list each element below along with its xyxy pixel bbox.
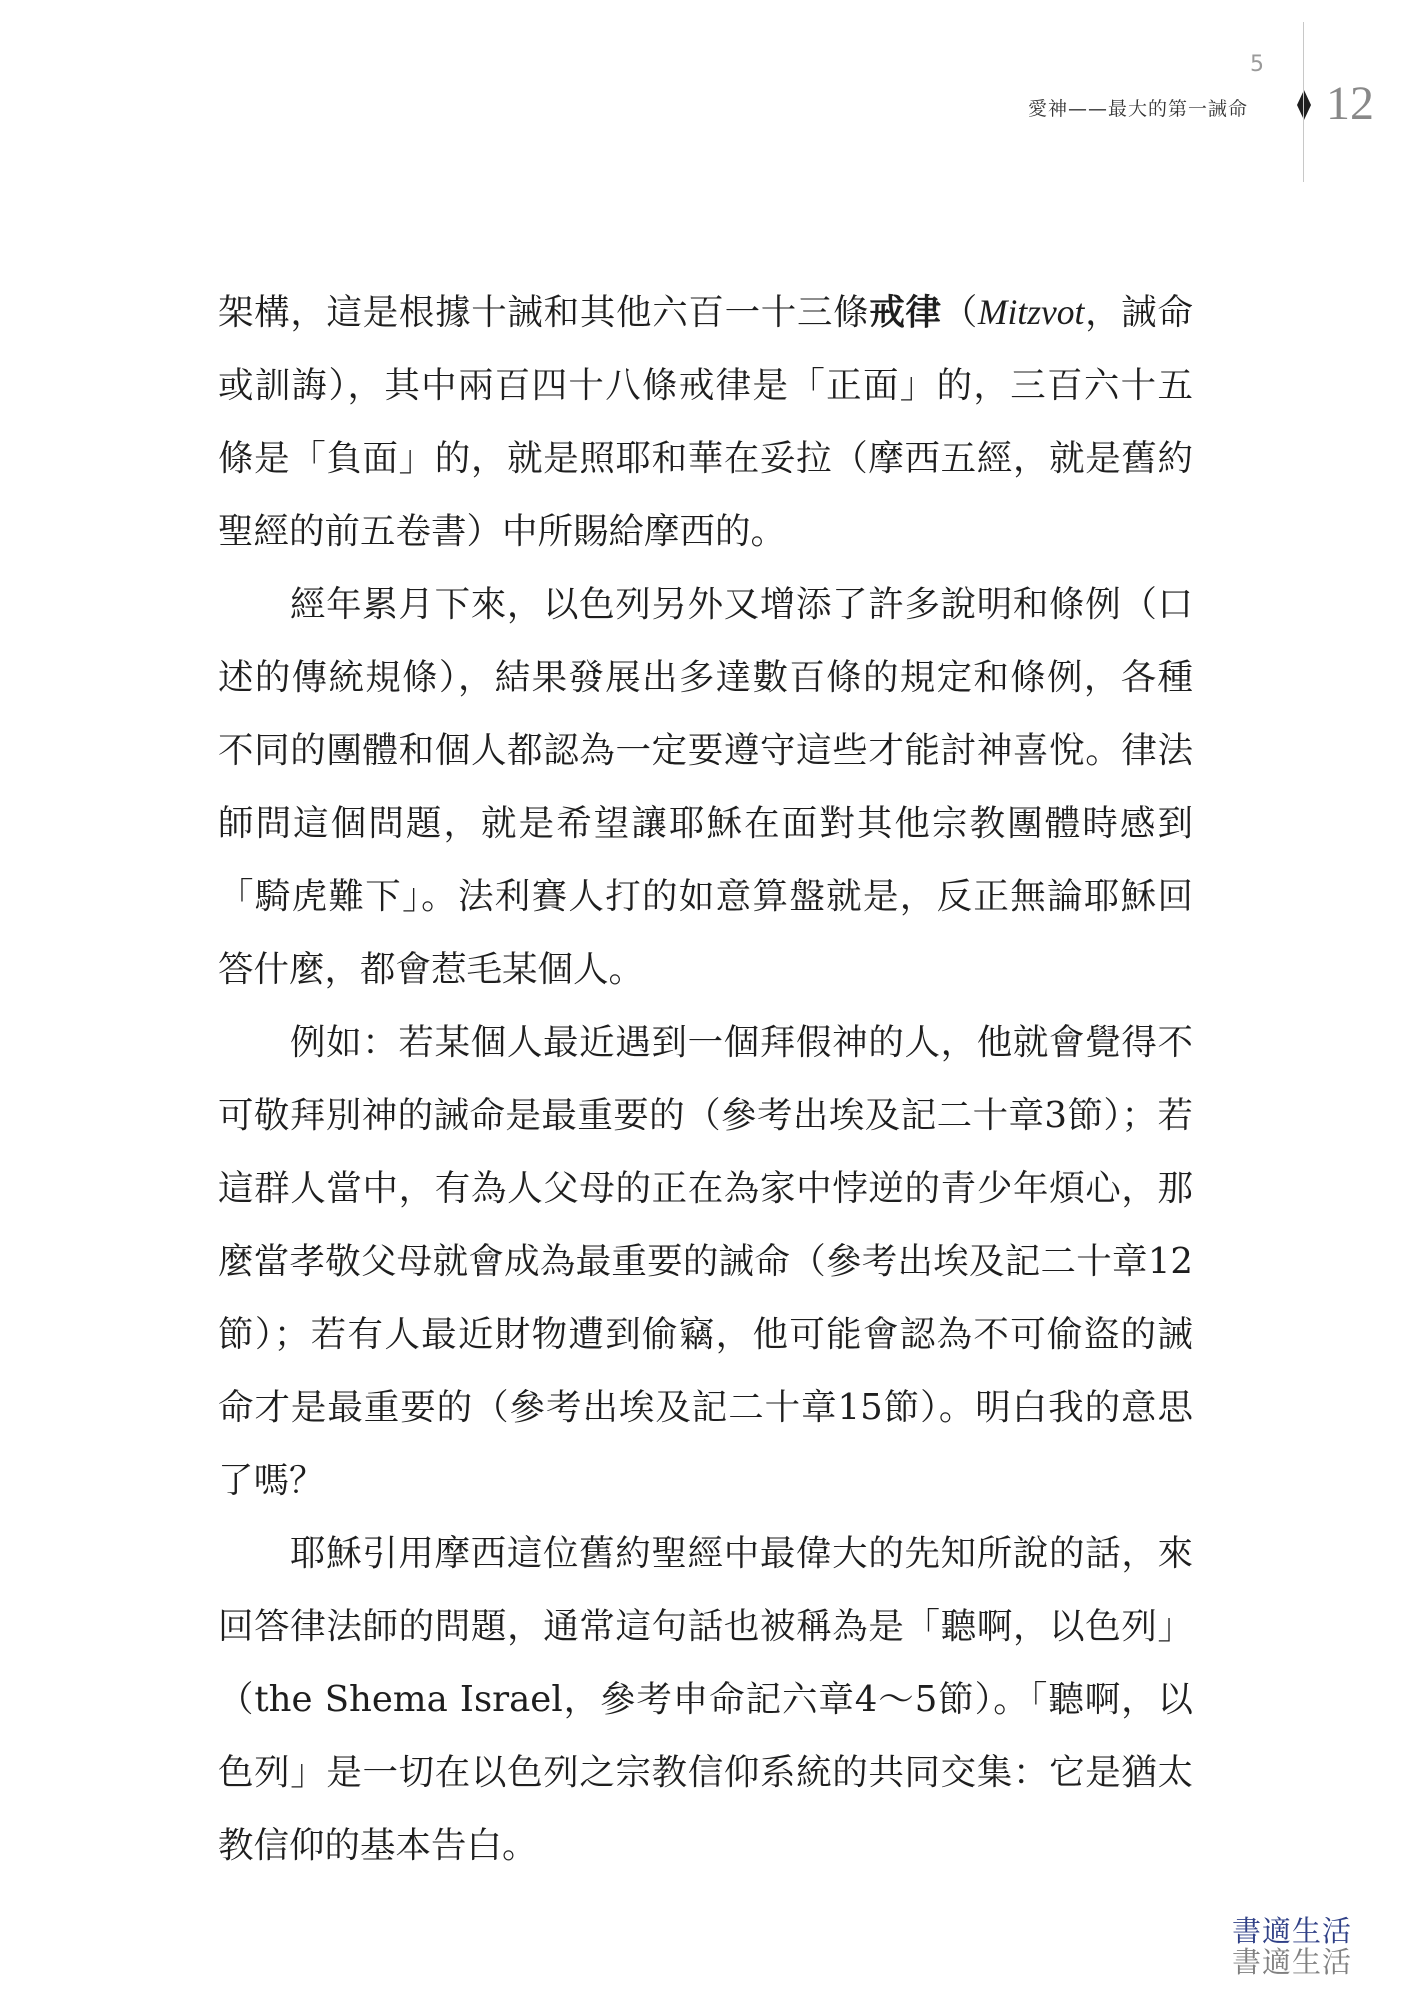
publisher-logo bbox=[1232, 1916, 1352, 1978]
header-divider bbox=[1303, 22, 1304, 182]
paragraph-4: 耶穌引用摩西這位舊約聖經中最偉大的先知所說的話，來回答律法師的問題，通常這句話也被稱為是「聽啊，以色列」（the Shema Israel，參考申命記六章4～5節）。「聽啊，以色列」是一切在以色列之宗教信仰系統的共同交集：它是猶太教信仰的基本告白。 bbox=[218, 1533, 1193, 1866]
chapter-number: 5 bbox=[1250, 52, 1264, 77]
publisher-logo-line-2: 書適生活 bbox=[1232, 1945, 1353, 1979]
paragraph-2: 經年累月下來，以色列另外又增添了許多說明和條例（口述的傳統規條），結果發展出多達數百條的規定和條例，各種不同的團體和個人都認為一定要遵守這些才能討神喜悅。律法師問這個問題，就是希望讓耶穌在面對其他宗教團體時感到「騎虎難下」。法利賽人打的如意算盤就是，反正無論耶穌回答什麼，都會惹毛某個人。 bbox=[218, 584, 1193, 990]
running-title: 愛神——最大的第一誡命 bbox=[1027, 98, 1248, 120]
paragraph-1 bbox=[218, 276, 1193, 568]
paragraph-1-text-b: （ bbox=[941, 292, 978, 333]
term-mitzvot-latin: Mitzvot bbox=[977, 292, 1085, 332]
paragraph-3: 例如：若某個人最近遇到一個拜假神的人，他就會覺得不可敬拜別神的誡命是最重要的（參考出埃及記二十章3節）；若這群人當中，有為人父母的正在為家中悖逆的青少年煩心，那麼當孝敬父母就會成為最重要的誡命（參考出埃及記二十章12節）；若有人最近財物遭到偷竊，他可能會認為不可偷盜的誡命才是最重要的（參考出埃及記二十章15節）。明白我的意思了嗎？ bbox=[218, 1022, 1193, 1501]
publisher-logo-line-1: 書適生活 bbox=[1232, 1914, 1353, 1948]
paragraph-1-text-a: 架構，這是根據十誡和其他六百一十三條 bbox=[218, 292, 870, 333]
body-text bbox=[218, 276, 1193, 1882]
page-number: 12 bbox=[1326, 77, 1374, 130]
term-mitzvot: 戒律 bbox=[869, 292, 942, 333]
page-header bbox=[0, 0, 1410, 200]
diamond-ornament-icon bbox=[1289, 90, 1319, 120]
paragraph-1-text-c: ，誡命或訓誨），其中兩百四十八條戒律是「正面」的，三百六十五條是「負面」的，就是照耶和華在妥拉（摩西五經，就是舊約聖經的前五卷書）中所賜給摩西的。 bbox=[218, 292, 1193, 552]
